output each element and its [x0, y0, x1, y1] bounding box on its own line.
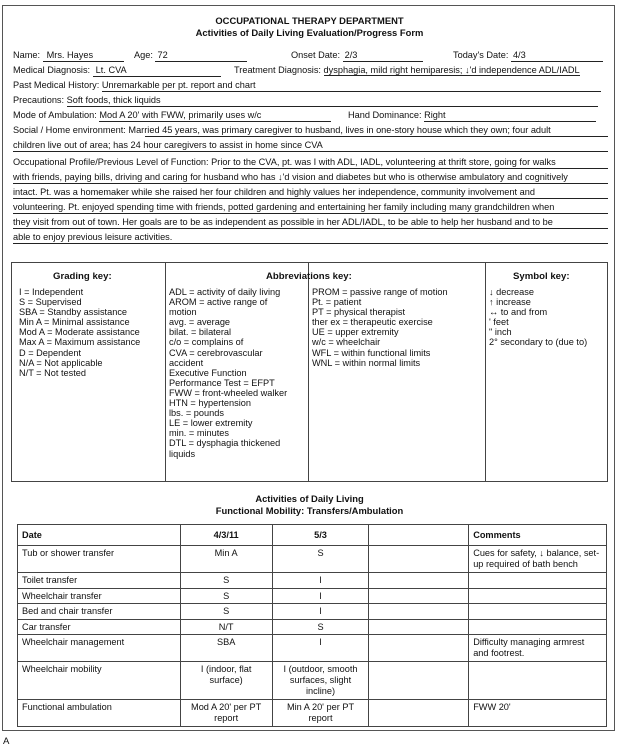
- symbol-key-title: Symbol key:: [513, 271, 570, 282]
- onset-value: 2/3: [343, 50, 423, 62]
- abbreviations-list-1: [169, 287, 287, 459]
- grading-key-item: N/T = Not tested: [19, 367, 86, 378]
- score-cell: [369, 662, 469, 700]
- symbol-key-item: 2° secondary to (due to): [489, 337, 588, 348]
- table-row: [18, 604, 607, 620]
- abbreviation-item: Pt. = patient: [312, 297, 362, 308]
- symbol-key-item: ' feet: [489, 317, 509, 328]
- table-header-row: [18, 525, 607, 546]
- profile-label: Occupational Profile/Previous Level of Function:: [13, 157, 209, 167]
- score-cell: I (outdoor, smooth surfaces, slight incline): [272, 662, 369, 700]
- abbreviation-item: motion: [169, 307, 197, 318]
- grading-key-list: [19, 287, 140, 378]
- comment-cell: [469, 573, 607, 589]
- medical-diagnosis-label: Medical Diagnosis:: [13, 65, 91, 75]
- symbol-key-list: [489, 287, 587, 348]
- comment-cell: Cues for safety, ↓ balance, set-up required of bath bench: [469, 546, 607, 573]
- social-line-2: children live out of area; has 24 hour caregivers to assist in home since CVA: [13, 140, 323, 150]
- grading-key-item: S = Supervised: [19, 297, 82, 308]
- profile-line-6: able to enjoy previous leisure activities.: [13, 232, 173, 242]
- treatment-diagnosis-field: [234, 65, 580, 76]
- score-cell: I: [272, 573, 369, 589]
- medical-diagnosis-field: [13, 65, 221, 77]
- comment-cell: FWW 20': [469, 700, 607, 727]
- table-row: [18, 635, 607, 662]
- abbreviation-item: ther ex = therapeutic exercise: [312, 317, 433, 328]
- pmh-value: Unremarkable per pt. report and chart: [102, 80, 601, 92]
- grading-key-item: Min A = Minimal assistance: [19, 317, 130, 328]
- score-cell: [369, 619, 469, 635]
- ambulation-value: Mod A 20' with FWW, primarily uses w/c: [99, 110, 331, 122]
- abbreviation-item: min. = minutes: [169, 428, 229, 439]
- form-title: Activities of Daily Living Evaluation/Progress Form: [195, 27, 424, 38]
- abbreviation-item: UE = upper extremity: [312, 327, 399, 338]
- profile-line-5: they visit from out of town. Her goals are to be as independent as possible in her ADL/IADL, to be able to help her husband and to be: [13, 217, 553, 227]
- table-row: [18, 588, 607, 604]
- name-label: Name:: [13, 50, 41, 60]
- abbreviation-item: AROM = active range of: [169, 297, 268, 308]
- score-cell: Min A: [180, 546, 272, 573]
- table-row: [18, 662, 607, 700]
- age-field: [134, 50, 247, 62]
- social-label: Social / Home environment:: [13, 125, 126, 135]
- symbol-key-item: ↓ decrease: [489, 287, 534, 297]
- social-line-1: Married 45 years, was primary caregiver to husband, lives in one-story house which they own; four adult: [128, 125, 551, 135]
- abbreviation-item: DTL = dysphagia thickened: [169, 438, 281, 449]
- profile-line-2: with friends, paying bills, driving and caring for husband who has ↓'d vision and diabetes but who is otherwise ambulatory and cognitively: [13, 172, 568, 182]
- score-cell: [369, 700, 469, 727]
- score-cell: [369, 573, 469, 589]
- table-row: [18, 700, 607, 727]
- abbreviation-item: PT = physical therapist: [312, 307, 406, 318]
- column-header: [369, 525, 469, 546]
- precautions-label: Precautions:: [13, 95, 65, 105]
- column-header: Date: [18, 525, 181, 546]
- abbreviation-item: lbs. = pounds: [169, 408, 224, 419]
- abbreviation-item: HTN = hypertension: [169, 398, 251, 409]
- score-cell: I: [272, 588, 369, 604]
- hand-dominance-value: Right: [424, 110, 596, 122]
- age-label: Age:: [134, 50, 153, 60]
- activity-cell: Wheelchair mobility: [18, 662, 181, 700]
- name-value: Mrs. Hayes: [43, 50, 124, 62]
- grading-key-item: Mod A = Moderate assistance: [19, 327, 140, 338]
- today-value: 4/3: [511, 50, 603, 62]
- comment-cell: Difficulty managing armrest and footrest.: [469, 635, 607, 662]
- age-value: 72: [155, 50, 247, 62]
- score-cell: [369, 546, 469, 573]
- name-field: [13, 50, 124, 62]
- score-cell: I: [272, 635, 369, 662]
- abbreviation-item: Performance Test = EFPT: [169, 377, 275, 388]
- hand-dominance-field: [348, 110, 596, 122]
- score-cell: S: [180, 573, 272, 589]
- medical-diagnosis-value: Lt. CVA: [93, 65, 221, 77]
- column-header: 5/3: [272, 525, 369, 546]
- score-cell: [369, 635, 469, 662]
- abbreviation-item: WFL = within functional limits: [312, 347, 431, 358]
- abbreviation-item: WNL = within normal limits: [312, 357, 421, 368]
- department-title: OCCUPATIONAL THERAPY DEPARTMENT: [215, 15, 404, 26]
- figure-label: A: [3, 736, 10, 747]
- symbol-key-item: ↔ to and from: [489, 307, 548, 318]
- symbol-key-item: ↑ increase: [489, 297, 531, 308]
- score-cell: [369, 588, 469, 604]
- hand-dominance-label: Hand Dominance:: [348, 110, 422, 120]
- activity-cell: Tub or shower transfer: [18, 546, 181, 573]
- onset-field: [291, 50, 423, 62]
- ambulation-field: [13, 110, 331, 122]
- ambulation-label: Mode of Ambulation:: [13, 110, 97, 120]
- activity-cell: Car transfer: [18, 619, 181, 635]
- abbreviation-item: Executive Function: [169, 367, 247, 378]
- grading-key-item: D = Dependent: [19, 347, 82, 358]
- adl-section-title: Activities of Daily Living: [255, 493, 364, 504]
- grading-key-item: I = Independent: [19, 287, 84, 297]
- abbreviation-item: bilat. = bilateral: [169, 327, 232, 338]
- grading-key-item: N/A = Not applicable: [19, 357, 103, 368]
- treatment-diagnosis-label: Treatment Diagnosis:: [234, 65, 321, 75]
- abbreviations-list-2: [312, 287, 448, 368]
- today-label: Today's Date:: [453, 50, 509, 60]
- comment-cell: [469, 619, 607, 635]
- score-cell: Mod A 20' per PT report: [180, 700, 272, 727]
- table-row: [18, 573, 607, 589]
- precautions-value: Soft foods, thick liquids: [67, 95, 598, 107]
- profile-field: [13, 157, 556, 168]
- abbreviation-item: w/c = wheelchair: [312, 337, 381, 348]
- abbreviation-item: liquids: [169, 448, 196, 459]
- comment-cell: [469, 604, 607, 620]
- past-medical-history-field: [13, 80, 601, 92]
- activity-cell: Wheelchair management: [18, 635, 181, 662]
- adl-section-subtitle: Functional Mobility: Transfers/Ambulation: [215, 505, 404, 516]
- comment-cell: [469, 662, 607, 700]
- comment-cell: [469, 588, 607, 604]
- precautions-field: [13, 95, 598, 107]
- score-cell: Min A 20' per PT report: [272, 700, 369, 727]
- abbreviations-key-title: Abbreviations key:: [266, 271, 352, 282]
- score-cell: I: [272, 604, 369, 620]
- treatment-diagnosis-value: dysphagia, mild right hemiparesis; ↓'d independence ADL/IADL: [323, 65, 580, 75]
- evaluation-form: [2, 5, 615, 731]
- score-cell: S: [180, 588, 272, 604]
- profile-line-1: Prior to the CVA, pt. was I with ADL, IADL, volunteering at thrift store, going for walks: [211, 157, 556, 167]
- abbreviation-item: LE = lower extremity: [169, 418, 253, 429]
- grading-key-item: Max A = Maximum assistance: [19, 337, 141, 348]
- grading-key-item: SBA = Standby assistance: [19, 307, 128, 318]
- abbreviation-item: CVA = cerebrovascular: [169, 347, 263, 358]
- abbreviation-item: avg. = average: [169, 317, 231, 328]
- grading-key-title: Grading key:: [53, 271, 112, 282]
- score-cell: I (indoor, flat surface): [180, 662, 272, 700]
- today-field: [453, 50, 603, 62]
- abbreviation-item: FWW = front-wheeled walker: [169, 387, 288, 398]
- score-cell: N/T: [180, 619, 272, 635]
- activity-cell: Toilet transfer: [18, 573, 181, 589]
- activity-cell: Functional ambulation: [18, 700, 181, 727]
- score-cell: S: [180, 604, 272, 620]
- profile-line-4: volunteering. Pt. enjoyed spending time with friends, potted gardening and entertaining her family including many grandchildren when: [13, 202, 555, 212]
- score-cell: S: [272, 619, 369, 635]
- activity-cell: Bed and chair transfer: [18, 604, 181, 620]
- profile-line-3: intact. Pt. was a homemaker while she raised her four children and highly values her independence, community involvement and: [13, 187, 535, 197]
- column-header: 4/3/11: [180, 525, 272, 546]
- score-cell: S: [272, 546, 369, 573]
- onset-label: Onset Date:: [291, 50, 341, 60]
- abbreviation-item: ADL = activity of daily living: [169, 287, 281, 297]
- social-field: [13, 125, 551, 136]
- score-cell: [369, 604, 469, 620]
- score-cell: SBA: [180, 635, 272, 662]
- activity-cell: Wheelchair transfer: [18, 588, 181, 604]
- table-row: [18, 619, 607, 635]
- abbreviation-item: c/o = complains of: [169, 337, 244, 348]
- abbreviation-item: accident: [169, 357, 204, 368]
- table-row: [18, 546, 607, 573]
- pmh-label: Past Medical History:: [13, 80, 100, 90]
- adl-table: [17, 524, 607, 727]
- abbreviation-item: PROM = passive range of motion: [312, 287, 448, 297]
- symbol-key-item: " inch: [489, 327, 512, 338]
- column-header: Comments: [469, 525, 607, 546]
